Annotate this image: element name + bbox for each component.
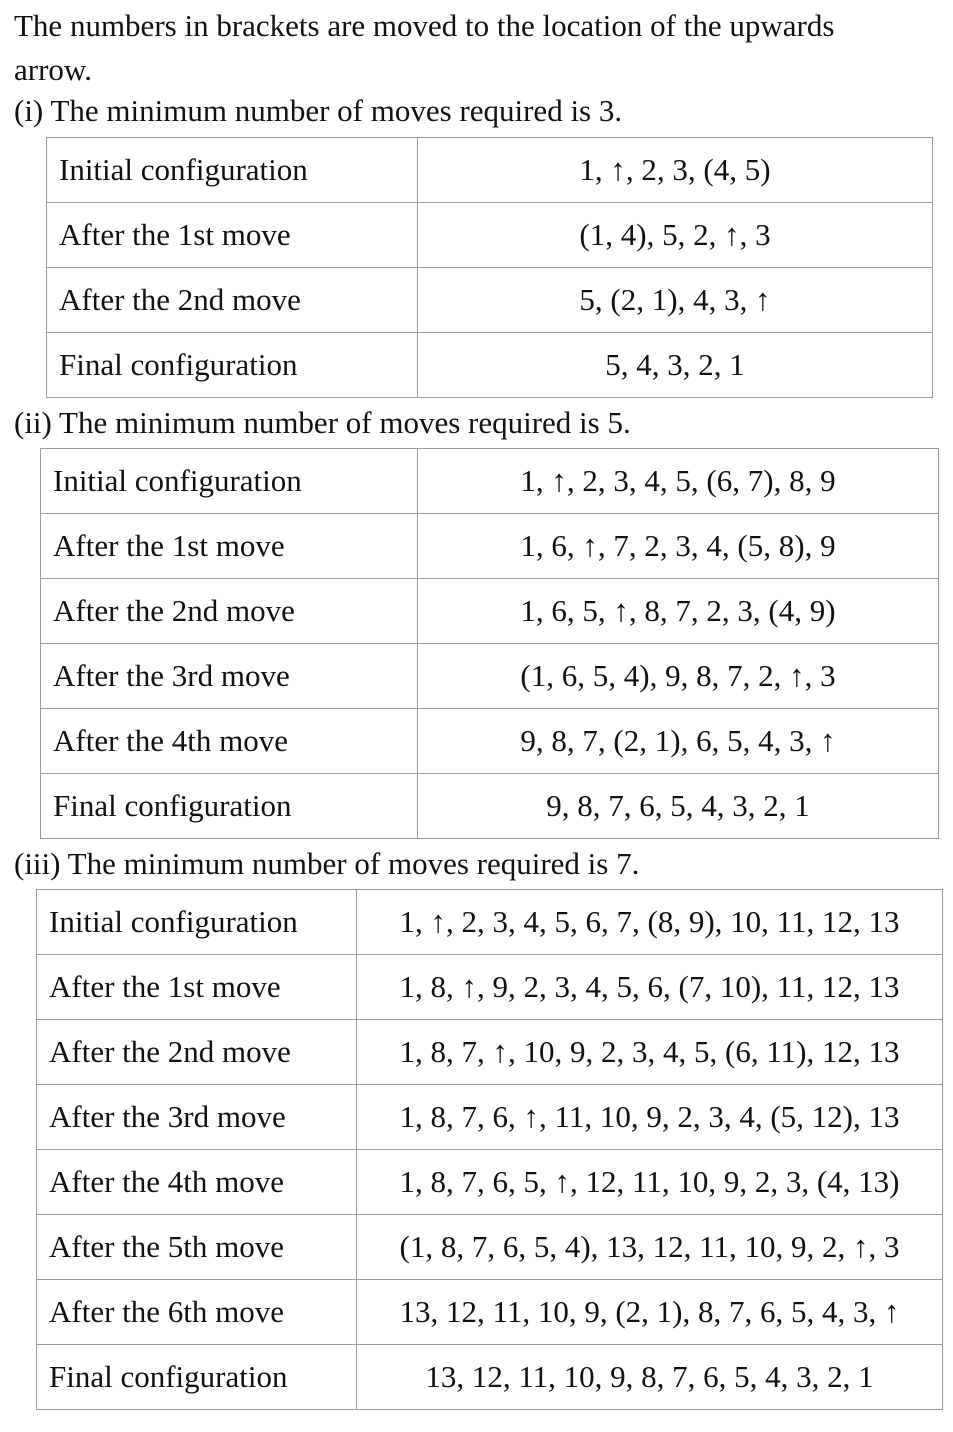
row-label: After the 4th move	[37, 1150, 357, 1215]
row-label: After the 4th move	[41, 709, 418, 774]
row-configuration: 1, ↑, 2, 3, 4, 5, 6, 7, (8, 9), 10, 11, 12, 13	[357, 890, 943, 955]
table-row	[47, 203, 933, 268]
moves-table-1	[46, 137, 933, 398]
table-row	[41, 514, 939, 579]
row-configuration: 13, 12, 11, 10, 9, (2, 1), 8, 7, 6, 5, 4, 3, ↑	[357, 1280, 943, 1345]
table-row	[47, 268, 933, 333]
table-row	[41, 644, 939, 709]
row-configuration: (1, 4), 5, 2, ↑, 3	[418, 203, 933, 268]
table-row	[37, 1150, 943, 1215]
table-row	[47, 333, 933, 398]
row-configuration: 5, (2, 1), 4, 3, ↑	[418, 268, 933, 333]
section-1-heading: (i) The minimum number of moves required is 3.	[14, 93, 623, 128]
table-row	[37, 890, 943, 955]
table-row	[37, 1345, 943, 1410]
intro-line-2: arrow.	[14, 52, 93, 87]
row-configuration: (1, 8, 7, 6, 5, 4), 13, 12, 11, 10, 9, 2, ↑, 3	[357, 1215, 943, 1280]
row-configuration: 1, 6, ↑, 7, 2, 3, 4, (5, 8), 9	[418, 514, 939, 579]
row-configuration: 1, ↑, 2, 3, 4, 5, (6, 7), 8, 9	[418, 449, 939, 514]
row-configuration: 13, 12, 11, 10, 9, 8, 7, 6, 5, 4, 3, 2, 1	[357, 1345, 943, 1410]
row-configuration: 5, 4, 3, 2, 1	[418, 333, 933, 398]
table-row	[37, 1085, 943, 1150]
table-row	[37, 1280, 943, 1345]
row-label: Initial configuration	[37, 890, 357, 955]
table-row	[47, 138, 933, 203]
row-configuration: 9, 8, 7, 6, 5, 4, 3, 2, 1	[418, 774, 939, 839]
row-label: After the 3rd move	[41, 644, 418, 709]
table-row	[37, 1020, 943, 1085]
moves-table-2	[40, 448, 939, 839]
row-label: Initial configuration	[47, 138, 418, 203]
row-label: After the 2nd move	[47, 268, 418, 333]
section-2-heading: (ii) The minimum number of moves required is 5.	[14, 405, 631, 440]
table-row	[41, 449, 939, 514]
row-configuration: 1, 8, ↑, 9, 2, 3, 4, 5, 6, (7, 10), 11, 12, 13	[357, 955, 943, 1020]
table-row	[41, 579, 939, 644]
row-label: After the 1st move	[41, 514, 418, 579]
row-configuration: 1, ↑, 2, 3, (4, 5)	[418, 138, 933, 203]
row-configuration: 1, 8, 7, ↑, 10, 9, 2, 3, 4, 5, (6, 11), 12, 13	[357, 1020, 943, 1085]
row-label: After the 5th move	[37, 1215, 357, 1280]
table-row	[37, 955, 943, 1020]
row-label: After the 2nd move	[41, 579, 418, 644]
section-3-heading: (iii) The minimum number of moves required is 7.	[14, 846, 640, 881]
row-configuration: 1, 6, 5, ↑, 8, 7, 2, 3, (4, 9)	[418, 579, 939, 644]
table-row	[41, 709, 939, 774]
table-row	[37, 1215, 943, 1280]
row-label: After the 1st move	[47, 203, 418, 268]
moves-table-3	[36, 889, 943, 1410]
row-label: Final configuration	[37, 1345, 357, 1410]
row-label: Initial configuration	[41, 449, 418, 514]
row-configuration: 1, 8, 7, 6, ↑, 11, 10, 9, 2, 3, 4, (5, 12), 13	[357, 1085, 943, 1150]
table-row	[41, 774, 939, 839]
intro-line-1: The numbers in brackets are moved to the location of the upwards	[14, 8, 835, 43]
row-label: After the 1st move	[37, 955, 357, 1020]
row-label: After the 3rd move	[37, 1085, 357, 1150]
row-label: Final configuration	[41, 774, 418, 839]
row-label: After the 6th move	[37, 1280, 357, 1345]
row-label: After the 2nd move	[37, 1020, 357, 1085]
row-configuration: 1, 8, 7, 6, 5, ↑, 12, 11, 10, 9, 2, 3, (4, 13)	[357, 1150, 943, 1215]
row-label: Final configuration	[47, 333, 418, 398]
row-configuration: (1, 6, 5, 4), 9, 8, 7, 2, ↑, 3	[418, 644, 939, 709]
row-configuration: 9, 8, 7, (2, 1), 6, 5, 4, 3, ↑	[418, 709, 939, 774]
